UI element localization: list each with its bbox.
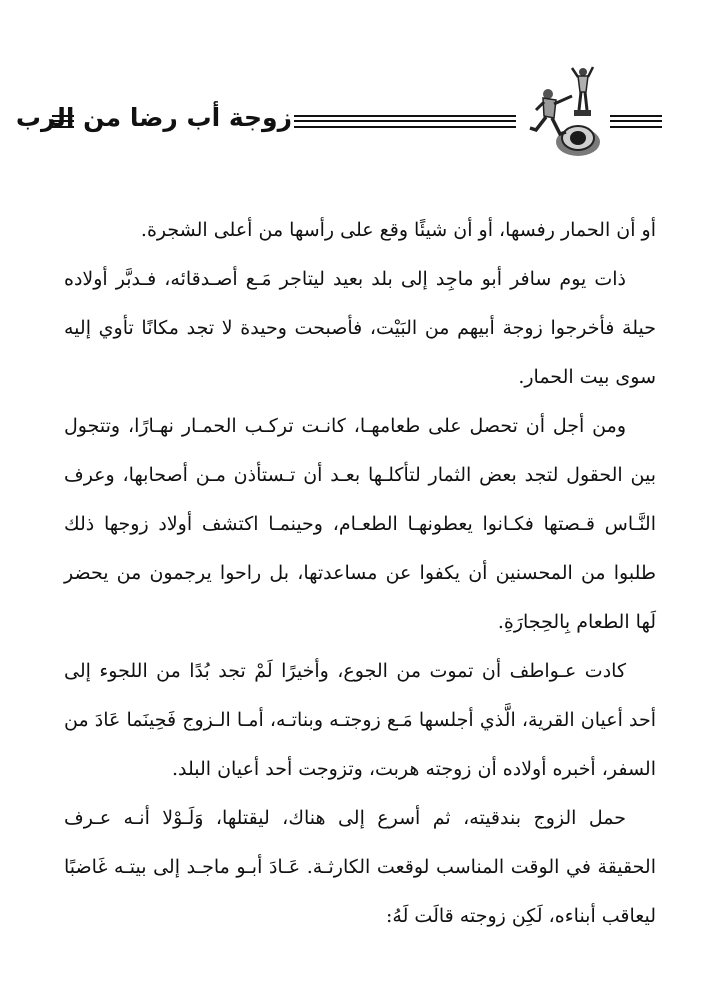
header-rule-middle — [294, 115, 516, 128]
paragraph: كادت عـواطف أن تموت من الجوع، وأخيرًا لَمْ تجد بُدًا من اللجوء إلى أحد أعيان القرية، الَّذي أجلسها مَـع زوجتـه وبناتـه، أمـا الـزوج فَحِينَما عَادَ من السفر، أخبره أولاده أن زوجته هربت، وتزوجت أحد أعيان البلد. — [64, 660, 656, 780]
header-rule-right — [610, 115, 662, 128]
paragraph: ومن أجل أن تحصل على طعامهـا، كانـت تركـب الحمـار نهـارًا، وتتجول بين الحقول لتجد بعض الثمار لتأكلـها بعـد أن تـستأذن مـن أصحابها، وعرف النَّـاس قـصتها فكـانوا يعطونهـا الطعـام، وحينمـا اكتشف أولاد زوجها ذلك طلبوا من المحسنين أن يكفوا عن مساعدتها، بل راحوا يرجمون من يحضر لَها الطعام بِالحِجارَةِ. — [64, 415, 656, 633]
paragraph: ذات يوم سافر أبو ماجِد إلى بلد بعيد ليتاجر مَـع أصـدقائه، فـدبَّر أولاده حيلة فأخرجوا زوجة أبيهم من البَيْت، فأصبحت وحيدة لا تجد مكانًا تأوي إليه سوى بيت الحمار. — [64, 268, 656, 388]
paragraph: أو أن الحمار رفسها، أو أن شيئًا وقع على رأسها من أعلى الشجرة. — [140, 219, 656, 241]
paragraph: حمل الزوج بندقيته، ثم أسرع إلى هناك، ليقتلها، وَلَـوْلا أنـه عـرف الحقيقة في الوقت المناسب لوقعت الكارثـة. عَـادَ أبـو ماجـد إلى بيتـه غَاضبًا ليعاقب أبناءه، لَكِن زوجته قالَت لَهُ: — [64, 807, 656, 927]
page-header — [15, 88, 662, 158]
body-text — [64, 206, 656, 941]
header-cartoon-illustration — [514, 58, 614, 158]
page-title: زوجة أب رضا من الرب — [15, 103, 292, 132]
